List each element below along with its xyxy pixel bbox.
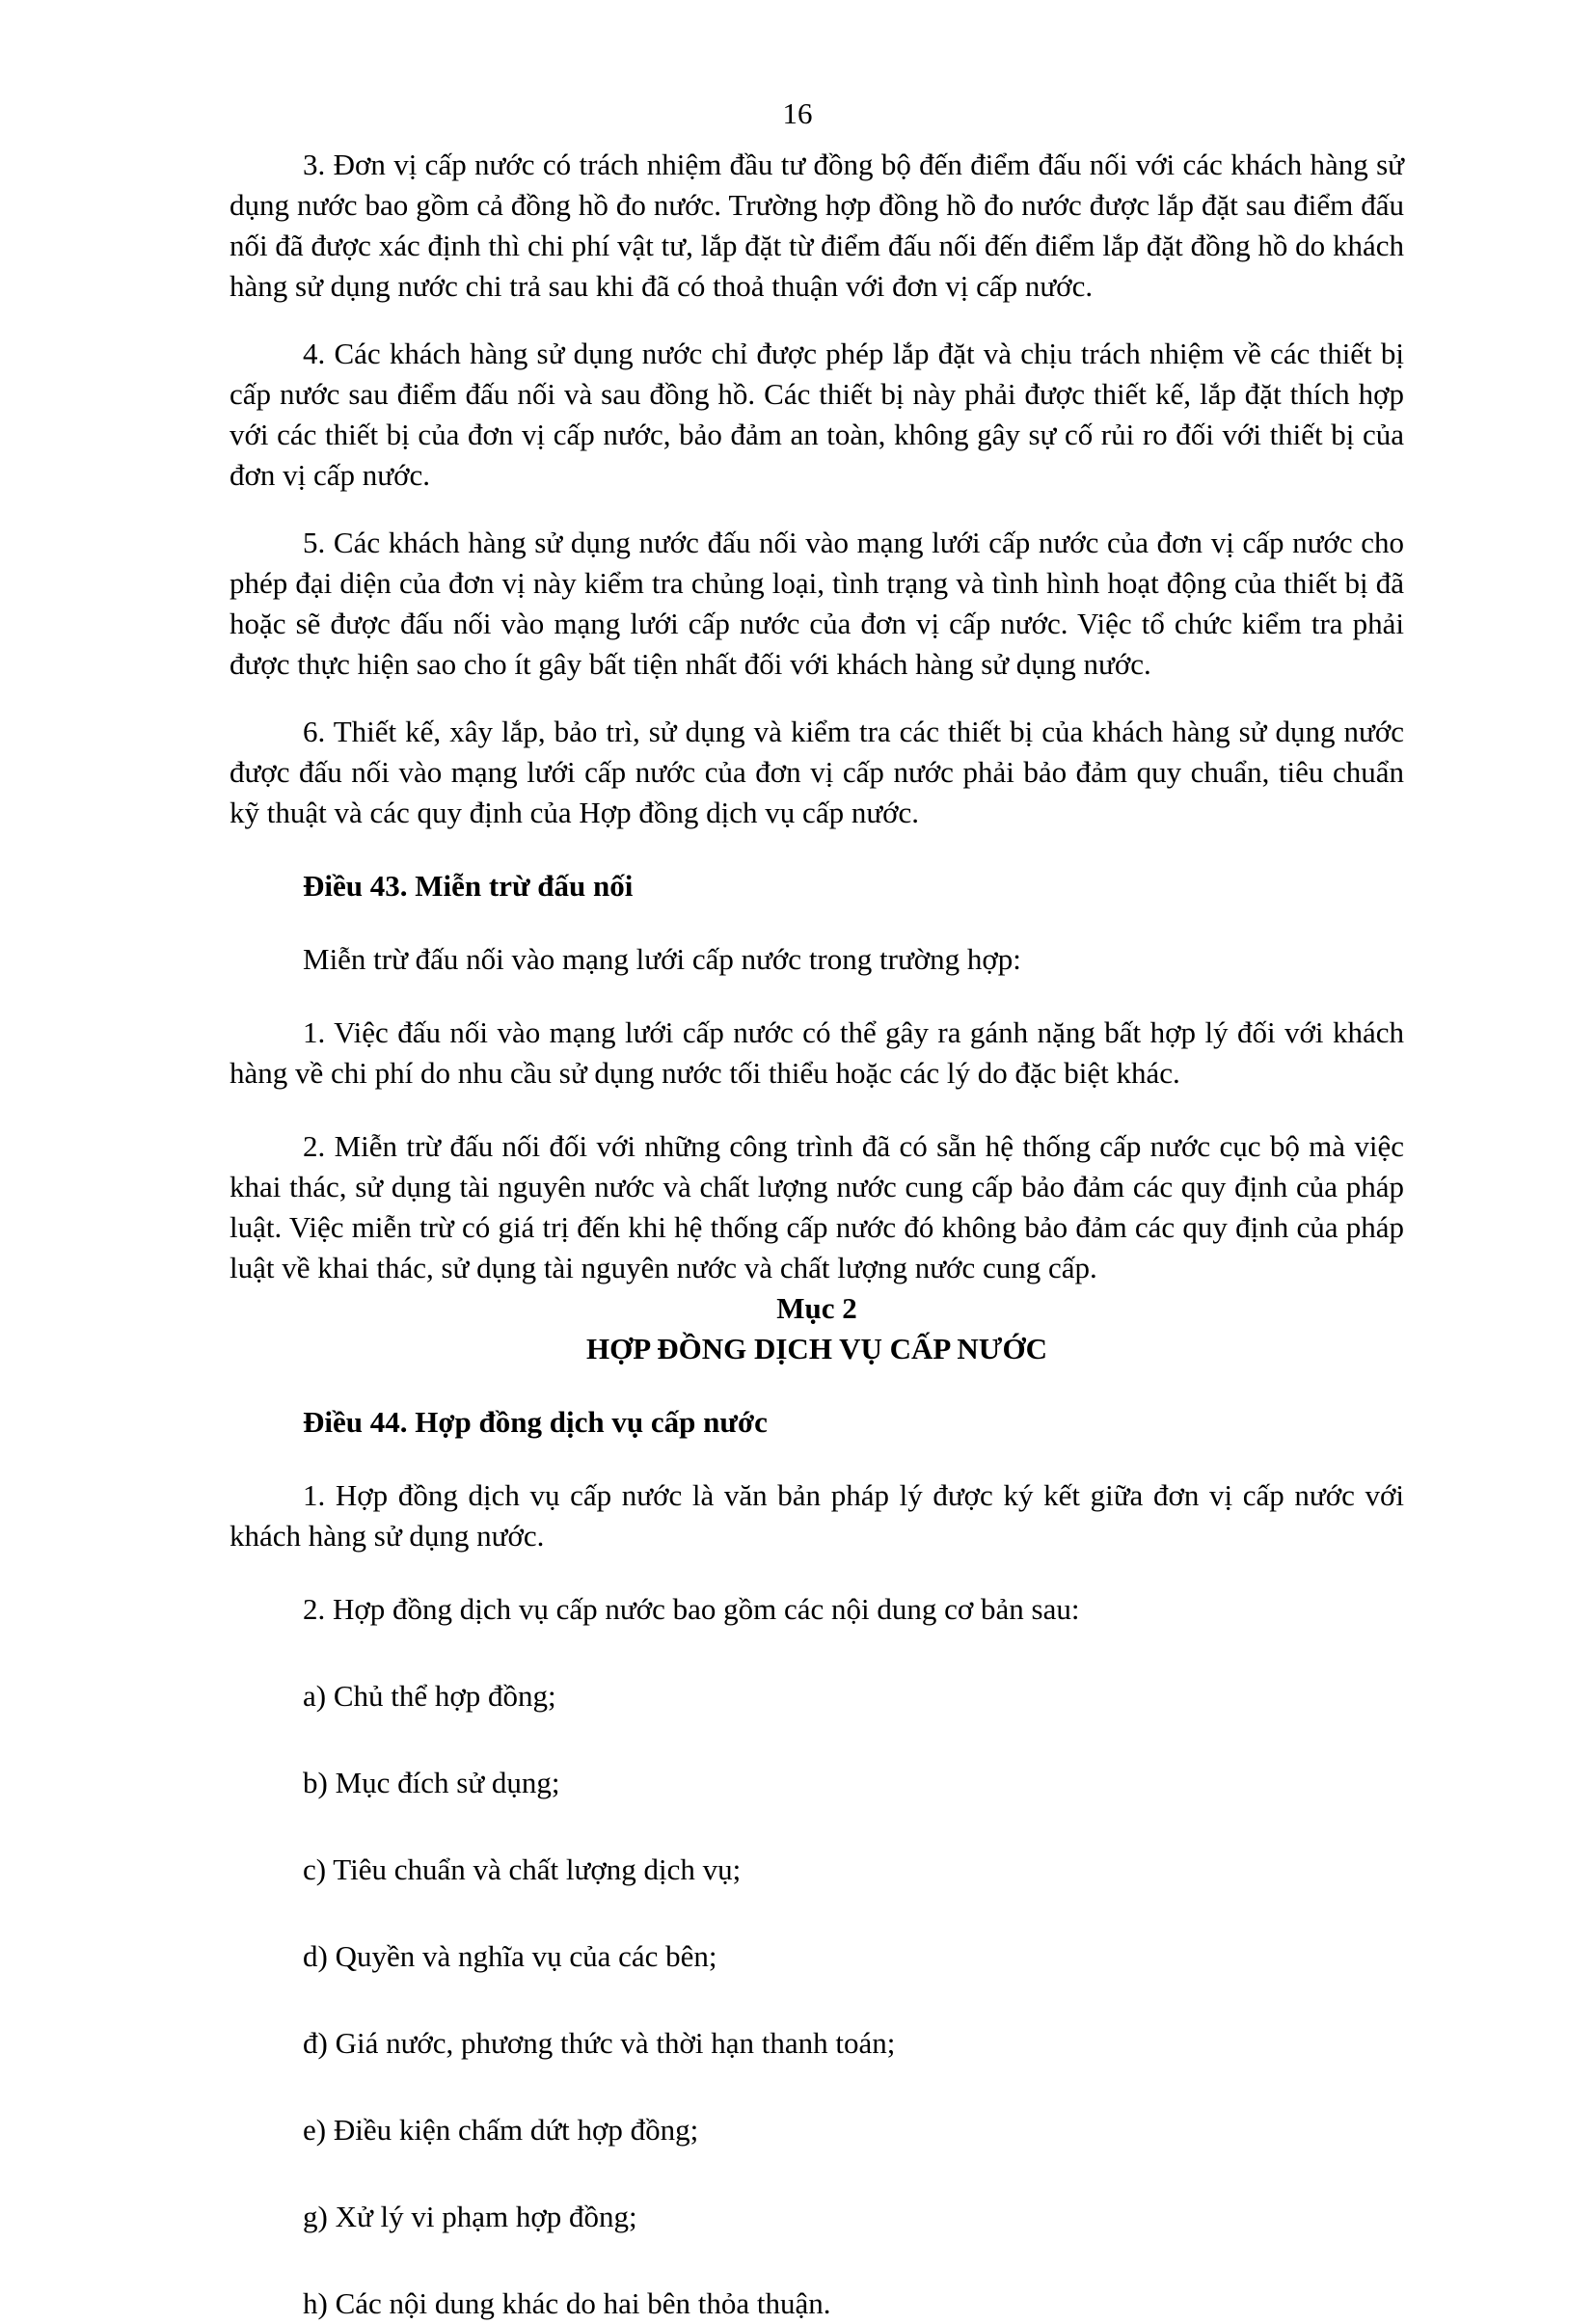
article-43-item-1: 1. Việc đấu nối vào mạng lưới cấp nước có thể gây ra gánh nặng bất hợp lý đối với khách hàng về chi phí do nhu cầu sử dụng nước tối thiểu hoặc các lý do đặc biệt khác. [230, 1015, 1404, 1090]
contract-content-item-d: d) Quyền và nghĩa vụ của các bên; [303, 1939, 717, 1973]
document-body [230, 145, 1404, 2324]
paragraph-clause-5: 5. Các khách hàng sử dụng nước đấu nối vào mạng lưới cấp nước của đơn vị cấp nước cho phép đại diện của đơn vị này kiểm tra chủng loại, tình trạng và tình hình hoạt động của thiết bị đã hoặc sẽ được đấu nối vào mạng lưới cấp nước của đơn vị cấp nước. Việc tổ chức kiểm tra phải được thực hiện sao cho ít gây bất tiện nhất đối với khách hàng sử dụng nước. [230, 526, 1404, 681]
contract-content-item-b: b) Mục đích sử dụng; [303, 1766, 560, 1799]
article-44-item-2: 2. Hợp đồng dịch vụ cấp nước bao gồm các nội dung cơ bản sau: [303, 1592, 1080, 1626]
paragraph-clause-6: 6. Thiết kế, xây lắp, bảo trì, sử dụng và kiểm tra các thiết bị của khách hàng sử dụng nước được đấu nối vào mạng lưới cấp nước của đơn vị cấp nước phải bảo đảm quy chuẩn, tiêu chuẩn kỹ thuật và các quy định của Hợp đồng dịch vụ cấp nước. [230, 715, 1404, 829]
article-43-item-2: 2. Miễn trừ đấu nối đối với những công trình đã có sẵn hệ thống cấp nước cục bộ mà việc khai thác, sử dụng tài nguyên nước và chất lượng nước cung cấp bảo đảm các quy định của pháp luật. Việc miễn trừ có giá trị đến khi hệ thống cấp nước đó không bảo đảm các quy định của pháp luật về khai thác, sử dụng tài nguyên nước và chất lượng nước cung cấp. [230, 1129, 1404, 1284]
paragraph-clause-4: 4. Các khách hàng sử dụng nước chỉ được phép lắp đặt và chịu trách nhiệm về các thiết bị cấp nước sau điểm đấu nối và sau đồng hồ. Các thiết bị này phải được thiết kế, lắp đặt thích hợp với các thiết bị của đơn vị cấp nước, bảo đảm an toàn, không gây sự cố rủi ro đối với thiết bị của đơn vị cấp nước. [230, 337, 1404, 492]
contract-content-item-a: a) Chủ thể hợp đồng; [303, 1679, 556, 1713]
page-number: 16 [782, 96, 813, 130]
article-43-intro: Miễn trừ đấu nối vào mạng lưới cấp nước trong trường hợp: [303, 942, 1021, 976]
contract-content-item-g: g) Xử lý vi phạm hợp đồng; [303, 2200, 637, 2233]
section-label: Mục 2 [776, 1291, 857, 1325]
contract-content-item-dd: đ) Giá nước, phương thức và thời hạn thanh toán; [303, 2026, 896, 2060]
section-title: HỢP ĐỒNG DỊCH VỤ CẤP NƯỚC [586, 1332, 1047, 1365]
article-44-item-1: 1. Hợp đồng dịch vụ cấp nước là văn bản pháp lý được ký kết giữa đơn vị cấp nước với khách hàng sử dụng nước. [230, 1478, 1404, 1553]
contract-content-item-c: c) Tiêu chuẩn và chất lượng dịch vụ; [303, 1852, 742, 1886]
paragraph-clause-3: 3. Đơn vị cấp nước có trách nhiệm đầu tư đồng bộ đến điểm đấu nối với các khách hàng sử dụng nước bao gồm cả đồng hồ đo nước. Trường hợp đồng hồ đo nước được lắp đặt sau điểm đấu nối đã được xác định thì chi phí vật tư, lắp đặt từ điểm đấu nối đến điểm lắp đặt đồng hồ do khách hàng sử dụng nước chi trả sau khi đã có thoả thuận với đơn vị cấp nước. [230, 148, 1404, 303]
article-43-heading: Điều 43. Miễn trừ đấu nối [303, 869, 634, 903]
contract-content-item-h: h) Các nội dung khác do hai bên thỏa thuận. [303, 2286, 831, 2320]
article-44-heading: Điều 44. Hợp đồng dịch vụ cấp nước [303, 1405, 768, 1439]
contract-content-item-e: e) Điều kiện chấm dứt hợp đồng; [303, 2113, 699, 2147]
